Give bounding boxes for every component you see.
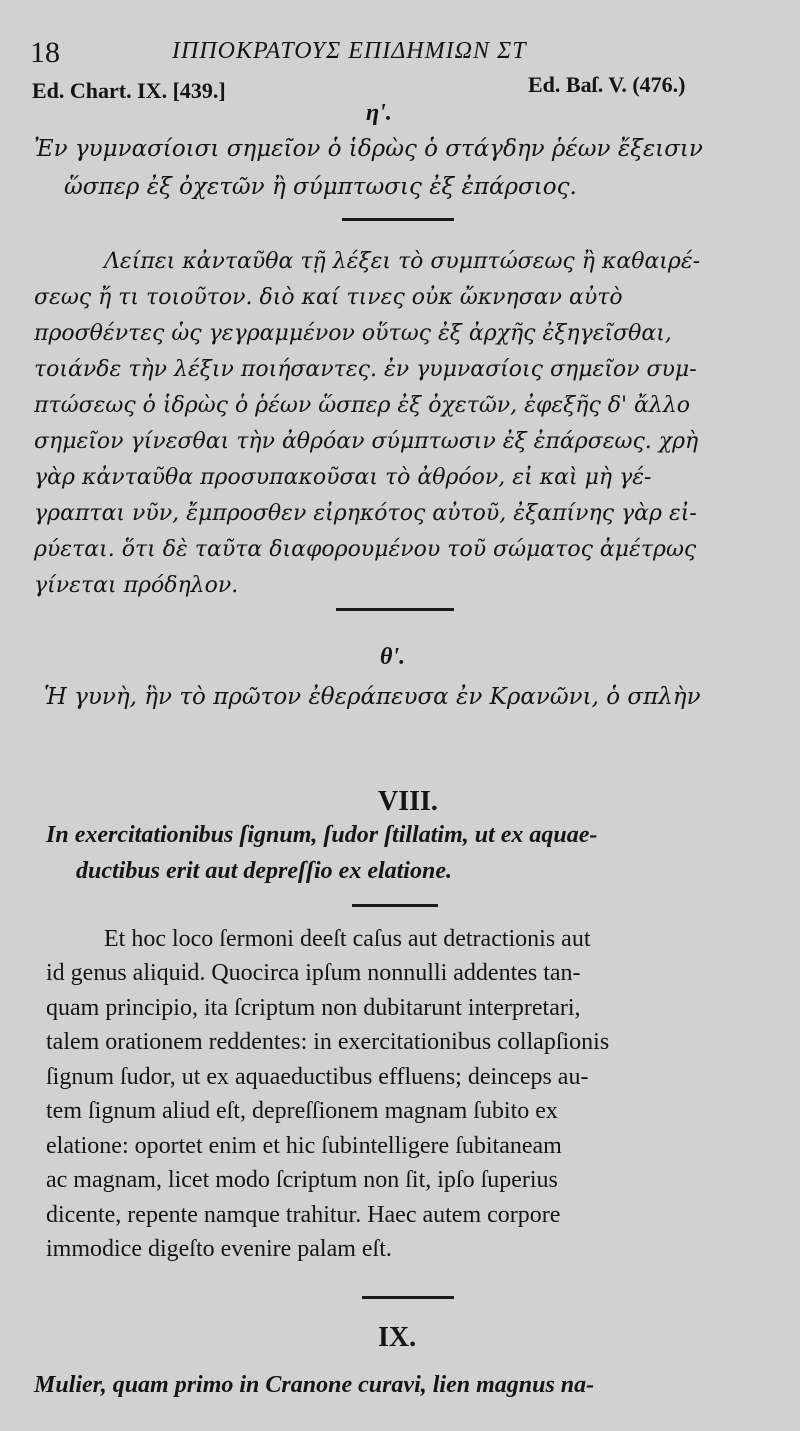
commentary-line: σεως ἤ τι τοιοῦτον. διὸ καί τινες οὐκ ὤκνησαν αὐτὸ [34,285,623,310]
aphorism-line: In exercitationibus ſignum, ſudor ſtillatim, ut ex aquae- [46,822,598,848]
greek-section-8-numeral: η'. [366,100,392,126]
commentary-line: dicente, repente namque trahitur. Haec autem corpore [46,1202,561,1228]
latin-section-9-numeral: IX. [378,1322,417,1353]
running-title: ΙΠΠΟΚΡΑΤΟΥΣ ΕΠΙΔΗΜΙΩΝ ΣΤ [172,38,527,64]
commentary-line: γίνεται πρόδηλον. [34,573,239,598]
commentary-line: Λείπει κἀνταῦθα τῇ λέξει τὸ συμπτώσεως ἢ καθαιρέ- [104,249,701,274]
commentary-line: γραπται νῦν, ἔμπροσθεν εἰρηκότος αὐτοῦ, ἐξαπίνης γὰρ εἰ- [34,501,697,526]
aphorism-line: ὥσπερ ἐξ ὀχετῶν ἢ σύμπτωσις ἐξ ἐπάρσιος. [64,174,577,200]
commentary-line: ρύεται. ὅτι δὲ ταῦτα διαφορουμένου τοῦ σώματος ἀμέτρως [34,537,697,562]
edition-reference-left: Ed. Chart. IX. [439.] [32,78,226,103]
section-divider [352,904,438,907]
section-divider [336,608,454,611]
commentary-line: ac magnam, licet modo ſcriptum non ſit, ipſo ſuperius [46,1167,558,1193]
aphorism-line: Ἡ γυνὴ, ἣν τὸ πρῶτον ἐθεράπευσα ἐν Κρανῶνι, ὁ σπλὴν [44,684,701,710]
commentary-line: πτώσεως ὁ ἱδρὼς ὁ ῥέων ὥσπερ ἐξ ὀχετῶν, ἐφεξῆς δ' ἄλλο [34,393,691,418]
commentary-line: quam principio, ita ſcriptum non dubitarunt interpretari, [46,995,581,1021]
page-number: 18 [30,36,60,69]
commentary-line: Et hoc loco ſermoni deeſt caſus aut detractionis aut [104,926,591,952]
aphorism-line: ductibus erit aut depreſſio ex elatione. [76,858,452,884]
commentary-line: τοιάνδε τὴν λέξιν ποιήσαντες. ἐν γυμνασίοις σημεῖον συμ- [34,357,697,382]
commentary-line: tem ſignum aliud eſt, depreſſionem magnam ſubito ex [46,1098,558,1124]
aphorism-line: Mulier, quam primo in Cranone curavi, lien magnus na- [34,1372,595,1398]
section-divider [362,1296,454,1299]
commentary-line: elatione: oportet enim et hic ſubintelligere ſubitaneam [46,1133,562,1159]
section-divider [342,218,454,221]
commentary-line: προσθέντες ὡς γεγραμμένον οὕτως ἐξ ἀρχῆς ἐξηγεῖσθαι, [34,321,672,346]
commentary-line: σημεῖον γίνεσθαι τὴν ἀθρόαν σύμπτωσιν ἐξ ἐπάρσεως. χρὴ [34,429,699,454]
commentary-line: ſignum ſudor, ut ex aquaeductibus effluens; deinceps au- [46,1064,589,1090]
commentary-line: id genus aliquid. Quocirca ipſum nonnulli addentes tan- [46,960,581,986]
edition-reference-right: Ed. Baſ. V. (476.) [528,72,686,97]
aphorism-line: Ἐν γυμνασίοισι σημεῖον ὁ ἱδρὼς ὁ στάγδην ῥέων ἔξεισιν [34,136,703,162]
latin-section-8-numeral: VIII. [378,786,438,817]
commentary-line: γὰρ κἀνταῦθα προσυπακοῦσαι τὸ ἀθρόον, εἰ καὶ μὴ γέ- [34,465,652,490]
commentary-line: immodice digeſto evenire palam eſt. [46,1236,392,1262]
commentary-line: talem orationem reddentes: in exercitationibus collapſionis [46,1029,610,1055]
greek-section-9-numeral: θ'. [380,644,406,670]
